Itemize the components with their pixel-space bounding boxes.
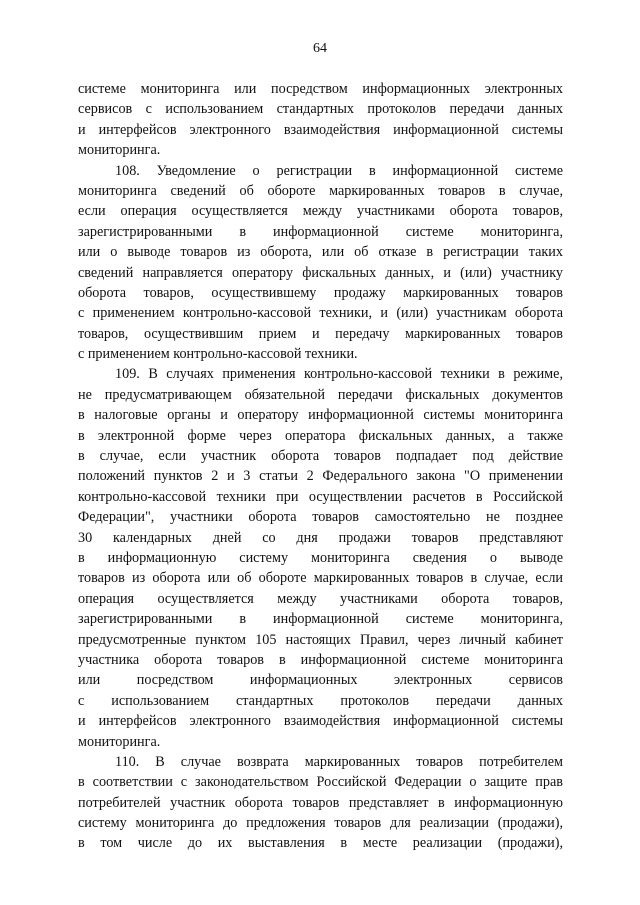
text-line: мониторинга. [78,142,161,159]
text-line: системе мониторинга или посредством информационных электронных [78,81,563,97]
text-line: с применением контрольно-кассовой техники. [78,346,358,363]
text-line: Федерации", участники оборота товаров самостоятельно не позднее [78,509,563,526]
text-line: сервисов с использованием стандартных протоколов передачи данных [78,101,563,118]
text-line: не предусматривающем обязательной передачи фискальных документов [78,386,563,403]
text-line: товаров из оборота или об обороте маркированных товаров в случае, если [78,570,563,587]
text-line: с использованием стандартных протоколов передачи данных [78,692,563,709]
text-line: участника оборота товаров в информационной системе мониторинга [78,651,563,668]
text-line: в электронной форме через оператора фискальных данных, а также [78,427,563,444]
text-line: в случае, если участник оборота товаров подпадает под действие [78,448,563,465]
text-line: с применением контрольно-кассовой техники, и (или) участникам оборота [78,305,563,322]
text-line: сведений направляется оператору фискальных данных, и (или) участнику [78,264,563,281]
text-line: или посредством информационных электронных сервисов [78,672,563,689]
text-line: положений пунктов 2 и 3 статьи 2 Федерального закона "О применении [78,468,563,485]
text-line: 108. Уведомление о регистрации в информационной системе [115,162,563,179]
text-line: или о выводе товаров из оборота, или об отказе в регистрации таких [78,244,563,261]
text-line: товаров, осуществившим прием и передачу маркированных товаров [78,325,563,342]
text-line: потребителей участник оборота товаров представляет в информационную [78,794,563,811]
text-line: оборота товаров, осуществившему продажу маркированных товаров [78,284,563,301]
text-line: зарегистрированными в информационной системе мониторинга, [78,223,563,240]
text-line: в том числе до их выставления в месте реализации (продажи), [78,835,563,852]
text-line: в информационную систему мониторинга сведения о выводе [78,549,563,566]
text-line: 30 календарных дней со дня продажи товаров представляют [78,529,563,546]
text-line: предусмотренные пунктом 105 настоящих Правил, через личный кабинет [78,631,563,648]
text-line: в налоговые органы и оператору информационной системы мониторинга [78,407,563,424]
text-line: 110. В случае возврата маркированных товаров потребителем [115,753,563,770]
document-body-text [78,79,563,854]
text-line: контрольно-кассовой техники при осуществлении расчетов в Российской [78,488,563,505]
text-line: мониторинга сведений об обороте маркированных товаров в случае, [78,182,563,199]
text-line: и интерфейсов электронного взаимодействия информационной системы [78,121,563,138]
page-number: 64 [313,41,327,56]
text-line: в соответствии с законодательством Российской Федерации о защите прав [78,774,563,791]
text-line: зарегистрированными в информационной системе мониторинга, [78,611,563,628]
text-line: мониторинга. [78,733,161,750]
text-line: если операция осуществляется между участниками оборота товаров, [78,203,563,220]
text-line: и интерфейсов электронного взаимодействия информационной системы [78,713,563,730]
text-line: систему мониторинга до предложения товаров для реализации (продажи), [78,815,563,832]
text-line: операция осуществляется между участниками оборота товаров, [78,590,563,607]
text-line: 109. В случаях применения контрольно-кассовой техники в режиме, [115,366,563,383]
